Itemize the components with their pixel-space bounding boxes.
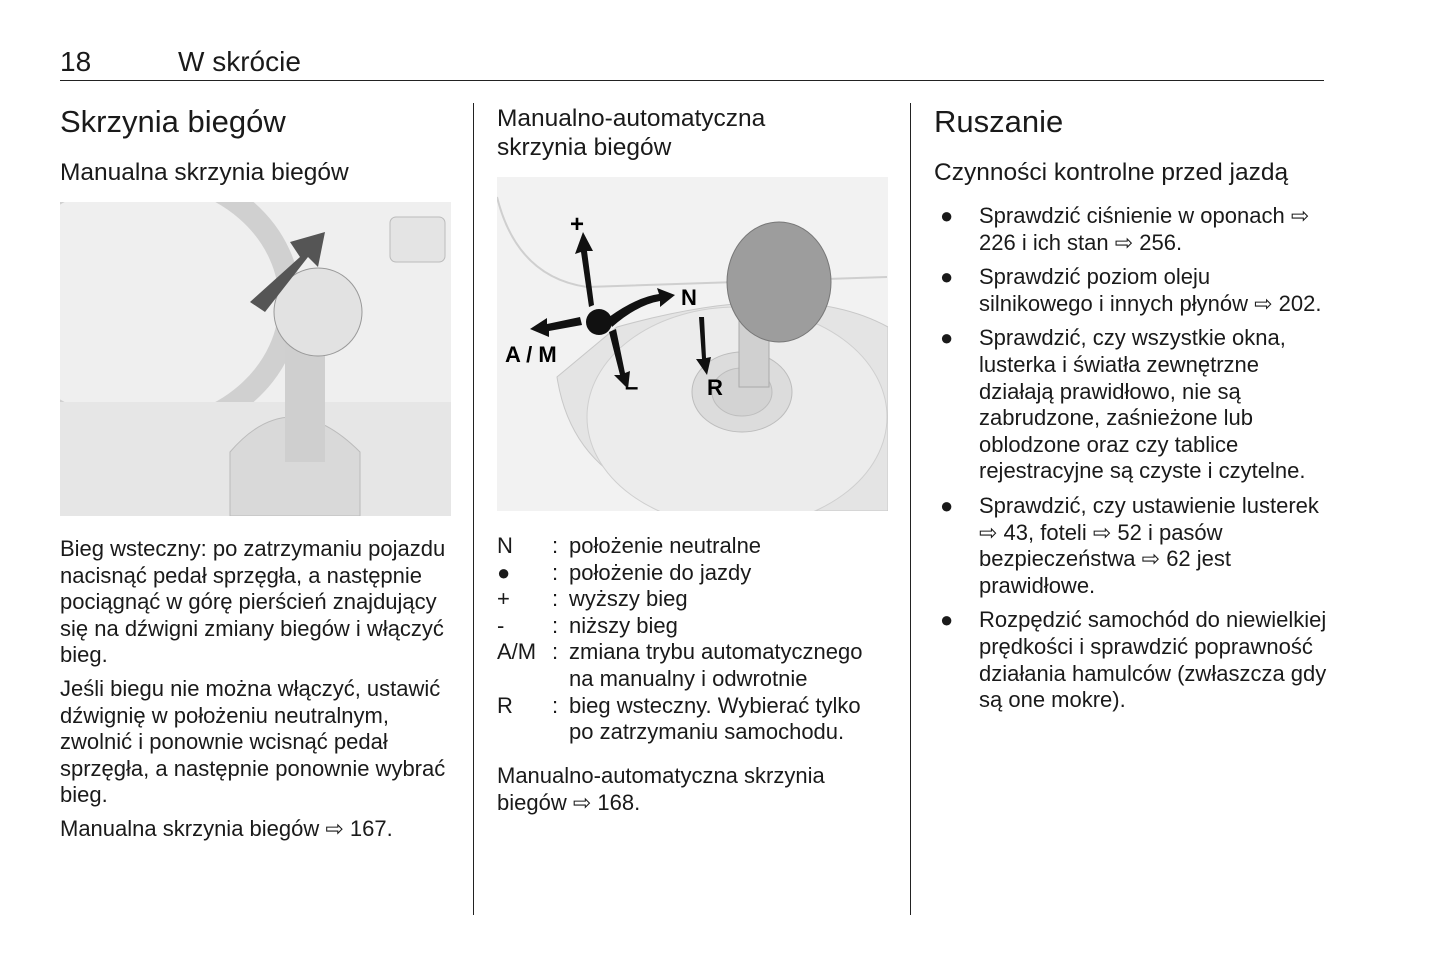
legend-key: - <box>497 612 505 638</box>
bullet-icon: ● <box>940 607 954 633</box>
gear-legend <box>497 533 889 746</box>
heading-gearbox: Skrzynia biegów <box>60 104 286 139</box>
list-item: ● Sprawdzić poziom oleju silnikowego i innych płynów ⇨ 202. <box>940 264 1322 316</box>
list-item: ● Sprawdzić, czy wszystkie okna, lusterka i światła zewnętrzne działają prawidłowo, nie są zabrudzone, zaśnieżone lub oblodzone oraz czy tablice rejestracyjne są czyste i czytelne. <box>940 325 1306 484</box>
list-item: ● Sprawdzić, czy ustawienie lusterek ⇨ 43, foteli ⇨ 52 i pasów bezpieczeństwa ⇨ 62 jest prawidłowe. <box>940 492 1319 598</box>
header-rule <box>60 80 1324 81</box>
legend-value: położenie do jazdy <box>569 559 752 585</box>
list-item: ● Rozpędzić samochód do niewielkiej prędkości i sprawdzić poprawność działania hamulców (zwłaszcza gdy są one mokre). <box>940 607 1327 713</box>
page-number: 18 <box>60 46 92 77</box>
bullet-icon: ● <box>940 203 954 228</box>
legend-key: ● <box>497 559 511 585</box>
legend-key: + <box>497 586 510 612</box>
manual-gearbox-illustration <box>60 202 451 516</box>
label-minus: – <box>625 374 639 401</box>
list-item: ● Sprawdzić ciśnienie w oponach ⇨ 226 i ich stan ⇨ 256. <box>940 203 1310 255</box>
paragraph: Bieg wsteczny: po zatrzymaniu pojazdu nacisnąć pedał sprzęgła, a następnie pociągnąć w górę pierścień znajdujący się na dźwigni zmiany biegów i włączyć bieg. <box>60 536 446 668</box>
heading-starting: Ruszanie <box>934 104 1064 139</box>
paragraph: Jeśli biegu nie można włączyć, ustawić dźwignię w położeniu neutralnym, zwolnić i ponownie wcisnąć pedał sprzęgła, a następnie ponownie wybrać bieg. <box>60 675 446 808</box>
column-divider <box>910 103 911 915</box>
drive-position-dot <box>586 309 612 335</box>
legend-value: położenie neutralne <box>569 533 762 558</box>
legend-row: ● : położenie do jazdy <box>497 560 889 587</box>
legend-row: + : wyższy bieg <box>497 586 889 613</box>
legend-key: A/M <box>497 639 537 665</box>
legend-value: niższy bieg <box>569 612 678 638</box>
legend-row: A/M : zmiana trybu automatycznego na manualny i odwrotnie <box>497 639 889 692</box>
legend-value: bieg wsteczny. Wybierać tylko po zatrzymaniu samochodu. <box>569 692 861 745</box>
legend-key: R <box>497 692 513 718</box>
column-divider <box>473 103 474 915</box>
legend-value: wyższy bieg <box>569 586 688 612</box>
subheading-checks: Czynności kontrolne przed jazdą <box>934 159 1289 186</box>
legend-row: N : położenie neutralne <box>497 533 889 560</box>
checklist <box>934 203 1329 722</box>
bullet-icon: ● <box>940 492 954 518</box>
subheading-manual-gearbox: Manualna skrzynia biegów <box>60 159 349 186</box>
bullet-icon: ● <box>940 264 954 290</box>
heading-manual-automatic: Manualno-automatyczna skrzynia biegów <box>497 105 766 161</box>
reference-link[interactable]: Manualna skrzynia biegów ⇨ 167. <box>60 815 393 841</box>
label-am: A / M <box>505 342 557 367</box>
label-neutral: N <box>681 285 697 310</box>
legend-row: - : niższy bieg <box>497 613 889 640</box>
legend-key: N <box>497 533 513 558</box>
section-title: W skrócie <box>178 46 301 77</box>
legend-row: R : bieg wsteczny. Wybierać tylko po zatrzymaniu samochodu. <box>497 693 889 746</box>
label-reverse: R <box>707 375 723 400</box>
reference-link[interactable]: Manualno-automatyczna skrzynia biegów ⇨ 168. <box>497 763 825 815</box>
manual-automatic-gearbox-illustration <box>497 177 888 511</box>
legend-value: zmiana trybu automatycznego na manualny i odwrotnie <box>569 639 863 691</box>
label-plus: + <box>570 211 585 238</box>
bullet-icon: ● <box>940 325 954 351</box>
